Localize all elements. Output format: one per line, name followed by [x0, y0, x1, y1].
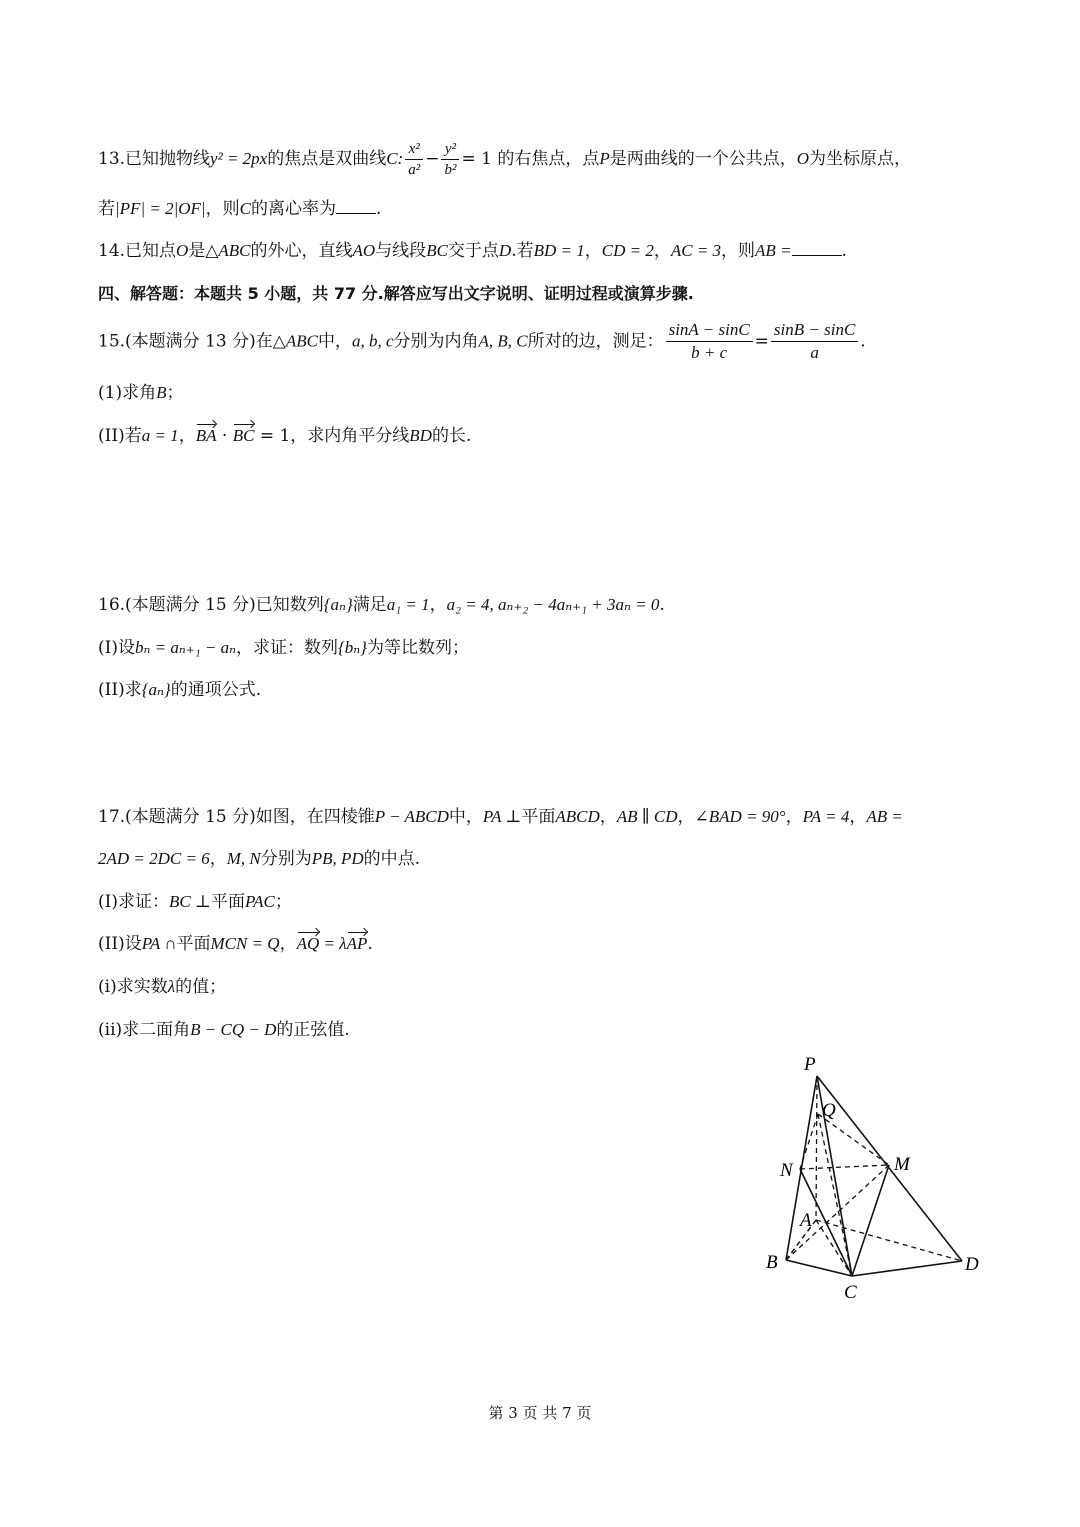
fraction-num: y² — [441, 140, 459, 160]
math: BC — [426, 241, 448, 260]
q13-line1 — [98, 140, 911, 179]
math: PA ⊥ — [482, 807, 522, 826]
q17-part2-i — [98, 977, 226, 997]
text: 的正弦值. — [276, 1020, 350, 1040]
label-M: M — [894, 1154, 910, 1175]
q13-line2 — [98, 199, 381, 219]
math: ABCD — [555, 807, 600, 826]
math: a = 1 — [141, 426, 179, 445]
answer-blank[interactable] — [336, 213, 376, 214]
text: ， — [677, 807, 695, 827]
text: 是△ — [188, 241, 219, 261]
math: D — [498, 241, 512, 260]
pyramid-figure — [760, 1048, 990, 1308]
math: = 1 — [461, 149, 492, 169]
text: 的外心，直线 — [250, 241, 353, 261]
math: M, N — [226, 849, 261, 868]
text: ， — [653, 241, 671, 261]
math: CD = 2 — [601, 241, 654, 260]
label-B: B — [766, 1252, 778, 1273]
text: (II)求 — [98, 680, 142, 700]
math: B — [156, 383, 167, 402]
text: 15.(本题满分 13 分)在△ — [98, 331, 286, 352]
text: ； — [166, 383, 184, 403]
math: · — [216, 426, 233, 446]
math: {bₙ} — [337, 638, 367, 657]
fraction — [771, 320, 858, 364]
fraction — [441, 140, 459, 179]
label-C: C — [844, 1282, 857, 1303]
math: BC ⊥ — [168, 892, 211, 911]
edge-NM-hidden — [800, 1165, 889, 1169]
text: 的中点. — [363, 849, 421, 869]
text: 满足 — [352, 595, 387, 615]
q15-part2 — [98, 426, 471, 446]
text: 13.已知抛物线 — [98, 149, 211, 169]
q14-line — [98, 241, 847, 261]
text: 分别为 — [260, 849, 312, 869]
q17-part2-ii — [98, 1020, 350, 1040]
math: ABC — [285, 331, 318, 351]
text: 的值； — [175, 977, 227, 997]
edge-PA-hidden — [816, 1076, 817, 1220]
text: . — [659, 595, 665, 615]
text: (i)求实数 — [98, 977, 168, 997]
math: B − CQ − D — [190, 1020, 277, 1039]
text: ， — [785, 807, 803, 827]
text: 的长. — [431, 426, 472, 446]
text: 所对的边，测足： — [527, 331, 664, 352]
text: ，则 — [205, 199, 240, 219]
text: 中， — [448, 807, 483, 827]
q16-part1 — [98, 638, 469, 658]
math: AB = — [755, 241, 792, 260]
text: (ii)求二面角 — [98, 1020, 191, 1040]
edge-BC — [786, 1260, 852, 1276]
math: PAC — [244, 892, 275, 911]
text: . — [841, 241, 847, 261]
math: ∠BAD = 90° — [694, 807, 786, 826]
math: a, b, c — [351, 331, 394, 351]
math: P − ABCD — [374, 807, 449, 826]
math: |PF| = 2|OF| — [115, 199, 206, 218]
math: {aₙ} — [323, 595, 353, 614]
edge-AD-hidden — [816, 1220, 962, 1261]
text: 的焦点是双曲线 — [267, 149, 387, 169]
math: O — [796, 149, 810, 168]
text: . — [367, 934, 373, 954]
text: ， — [209, 849, 227, 869]
math: = 1 — [254, 426, 291, 446]
math: = λ — [319, 934, 347, 953]
text: (II)若 — [98, 426, 142, 446]
fraction-den: b² — [444, 162, 457, 178]
math: PB, PD — [311, 849, 364, 868]
text: 是两曲线的一个公共点， — [609, 149, 797, 169]
math: AC = 3 — [670, 241, 722, 260]
q17-line2 — [98, 849, 420, 869]
math: A, B, C — [478, 331, 528, 351]
math: AB = — [866, 807, 903, 826]
math: AB ∥ CD — [616, 807, 678, 826]
text: (I)设 — [98, 638, 135, 658]
vector: AQ — [296, 934, 320, 953]
math: − — [425, 149, 440, 169]
text: 平面 — [521, 807, 556, 827]
vector: BC — [232, 426, 255, 445]
math: a₂ = 4, aₙ₊₂ − 4aₙ₊₁ + 3aₙ = 0 — [446, 595, 660, 614]
math: λ — [167, 977, 176, 996]
text: 的通项公式. — [170, 680, 262, 700]
math: a₁ = 1 — [386, 595, 430, 614]
math: MCN = Q — [210, 934, 280, 953]
text: (I)求证： — [98, 892, 169, 912]
section-heading: 四、解答题：本题共 5 小题，共 77 分.解答应写出文字说明、证明过程或演算步骤. — [98, 284, 694, 303]
text: 中， — [317, 331, 352, 352]
text: ； — [274, 892, 292, 912]
math: PA ∩ — [141, 934, 177, 953]
text: 的离心率为 — [250, 199, 336, 219]
edge-CD — [852, 1261, 962, 1276]
q15-part1 — [98, 383, 183, 403]
vector: AP — [346, 934, 368, 953]
math: C — [239, 199, 251, 218]
math: AO — [352, 241, 376, 260]
text: 若 — [98, 199, 115, 219]
text: ，则 — [721, 241, 756, 261]
text: . — [375, 199, 382, 219]
math: 2AD = 2DC = 6 — [98, 849, 210, 868]
text: . — [860, 331, 866, 352]
q17-line1 — [98, 807, 903, 827]
fraction — [666, 320, 753, 364]
text: 17.(本题满分 15 分)如图，在四棱锥 — [98, 807, 375, 827]
label-D: D — [965, 1254, 979, 1275]
math: BD — [409, 426, 432, 445]
text: 分别为内角 — [393, 331, 479, 352]
page-footer: 第 3 页 共 7 页 — [488, 1404, 592, 1422]
text: 交于点 — [447, 241, 499, 261]
text: 平面 — [176, 934, 211, 954]
math: O — [176, 241, 189, 260]
fraction-den: a — [810, 343, 819, 363]
text: (1)求角 — [98, 383, 157, 403]
text: 为坐标原点， — [809, 149, 912, 169]
math: BD = 1 — [533, 241, 585, 260]
text: ，求证：数列 — [235, 638, 338, 658]
math: y² = 2px — [210, 149, 268, 168]
text: 16.(本题满分 15 分)已知数列 — [98, 595, 324, 615]
math: PA = 4 — [802, 807, 850, 826]
q15-line — [98, 320, 866, 364]
math: = — [754, 331, 769, 352]
text: 的右焦点，点 — [497, 149, 600, 169]
fraction — [405, 140, 423, 179]
label-N: N — [780, 1160, 793, 1181]
edge-PD — [817, 1076, 962, 1261]
text: 14.已知点 — [98, 241, 177, 261]
q17-part1 — [98, 892, 292, 912]
text: ， — [849, 807, 867, 827]
q16-part2 — [98, 680, 261, 700]
text: ， — [599, 807, 617, 827]
answer-blank[interactable] — [792, 255, 842, 256]
text: ， — [279, 934, 297, 954]
fraction-den: a² — [408, 162, 421, 178]
vector: BA — [195, 426, 217, 445]
text: ，求内角平分线 — [290, 426, 410, 446]
math: bₙ = aₙ₊₁ − aₙ — [134, 638, 236, 657]
text: ， — [584, 241, 602, 261]
fraction-num: sinA − sinC — [666, 320, 753, 342]
text: ， — [429, 595, 447, 615]
text: 为等比数列； — [366, 638, 469, 658]
label-Q: Q — [822, 1100, 836, 1121]
q17-part2 — [98, 934, 373, 954]
fraction-num: sinB − sinC — [771, 320, 858, 342]
text: ， — [178, 426, 196, 446]
label-P: P — [804, 1054, 816, 1075]
label-A: A — [800, 1210, 812, 1231]
fraction-num: x² — [405, 140, 423, 160]
math: ABC — [218, 241, 251, 260]
math: {aₙ} — [141, 680, 171, 699]
text: (II)设 — [98, 934, 142, 954]
fraction-den: b + c — [691, 343, 728, 363]
edge-MC — [852, 1165, 889, 1276]
edge-QC-hidden — [818, 1114, 852, 1276]
text: 平面 — [210, 892, 245, 912]
math: C: — [386, 149, 404, 168]
text: .若 — [511, 241, 534, 261]
q16-line — [98, 595, 665, 615]
math: P — [599, 149, 610, 168]
text: 与线段 — [375, 241, 427, 261]
